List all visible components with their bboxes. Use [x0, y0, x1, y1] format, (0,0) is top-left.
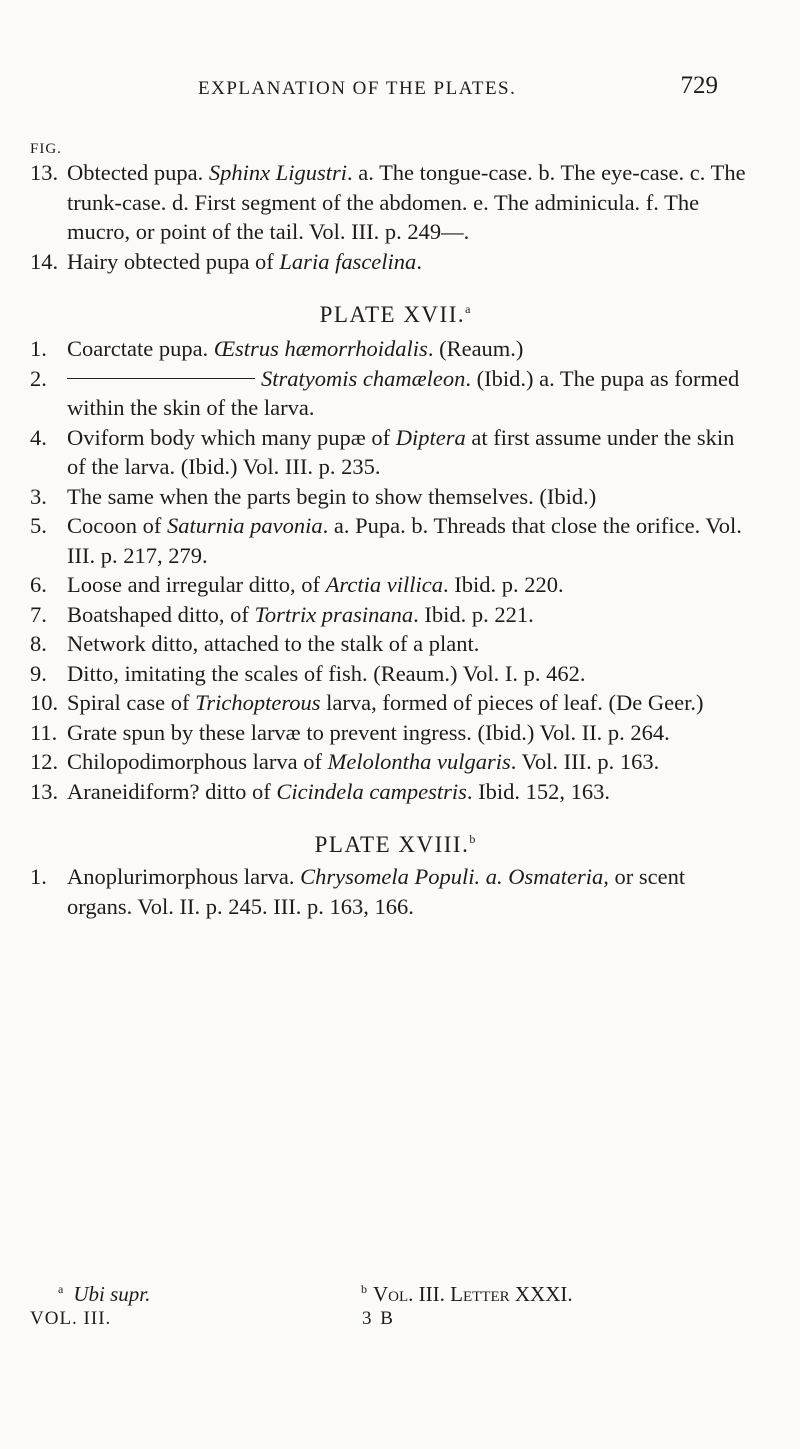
figure-number: 7.	[30, 601, 47, 627]
species-name: Arctia villica	[325, 572, 443, 597]
plate-18-heading	[30, 832, 750, 858]
plate-entry	[30, 747, 750, 777]
plate-18-title: PLATE XVIII.	[314, 832, 470, 857]
plate-entry	[30, 364, 750, 423]
header-title: EXPLANATION OF THE PLATES.	[198, 78, 517, 99]
entry-details: . a. The tongue-case. b. The eye-case. c. The trunk-case. d. First segment of the abdomen. e. The adminicula. f. The mucro, or point of the tail. Vol. III. p. 249—.	[67, 160, 746, 244]
figure-number: 14.	[30, 248, 59, 274]
running-header	[198, 72, 718, 100]
footnote-a-text: Ubi supr.	[73, 1282, 151, 1306]
plate-entry	[30, 629, 750, 659]
plate-16-continued	[30, 158, 750, 276]
species-name: Sphinx Ligustri	[208, 160, 347, 185]
entry-details: . Vol. III. p. 163.	[510, 749, 660, 774]
plate-17-note-mark: a	[465, 302, 471, 316]
species-name: Trichopterous	[195, 690, 321, 715]
plate-17-entries	[30, 334, 750, 806]
figure-number: 5.	[30, 513, 47, 538]
entry-description: Obtected pupa.	[67, 160, 209, 185]
plates-content	[30, 158, 750, 921]
plate-entry	[30, 862, 750, 921]
species-name: Diptera	[395, 424, 466, 450]
entry-details: .	[416, 248, 422, 274]
entry-details: . a. Pupa. b. Threads that close the orifice. Vol. III. p. 217, 279.	[67, 513, 742, 568]
footnote-a-mark: a	[58, 1282, 64, 1296]
figure-number: 9.	[30, 660, 47, 686]
figure-number: 12.	[30, 749, 59, 774]
plate-entry	[30, 482, 750, 512]
species-name: Tortrix prasinana	[254, 601, 414, 627]
entry-description: Network ditto, attached to the stalk of a plant.	[67, 631, 480, 656]
figure-number: 1.	[30, 864, 47, 889]
figure-number: 1.	[30, 336, 47, 361]
entry-description: Hairy obtected pupa of	[67, 248, 280, 274]
entry-description: The same when the parts begin to show themselves. (Ibid.)	[67, 483, 597, 509]
entry-details: larva, formed of pieces of leaf. (De Geer.)	[320, 690, 704, 715]
plate-18-note-mark: b	[469, 832, 476, 846]
entry-details: . (Reaum.)	[427, 336, 524, 361]
plate-17-title: PLATE XVII.	[319, 302, 466, 327]
species-name: Stratyomis chamæleon	[261, 365, 466, 391]
plate-entry	[30, 688, 750, 718]
figure-number: 2.	[30, 365, 47, 391]
plate-entry	[30, 247, 750, 277]
footnote-b-text: Vol. III. Letter XXXI.	[373, 1282, 573, 1306]
species-name: Laria fascelina	[279, 248, 417, 274]
plate-entry	[30, 158, 750, 247]
entry-description: Spiral case of	[67, 690, 196, 715]
plate-entry	[30, 777, 750, 807]
entry-description: Grate spun by these larvæ to prevent ingress. (Ibid.) Vol. II. p. 264.	[67, 719, 670, 745]
species-name: Cicindela campestris	[276, 778, 467, 804]
figure-number: 13.	[30, 778, 59, 804]
ditto-dash	[67, 378, 255, 379]
plate-entry	[30, 659, 750, 689]
entry-description: Ditto, imitating the scales of fish. (Reaum.) Vol. I. p. 462.	[67, 660, 586, 686]
entry-description: Boatshaped ditto, of	[67, 601, 255, 627]
figure-number: 13.	[30, 160, 59, 185]
entry-details: . Ibid. p. 221.	[413, 601, 534, 627]
entry-details: at first assume under the skin of the larva. (Ibid.) Vol. III. p. 235.	[67, 424, 735, 479]
plate-entry	[30, 600, 750, 630]
entry-description: Coarctate pupa.	[67, 336, 214, 361]
page-number: 729	[680, 72, 718, 99]
fig-label: FIG.	[30, 141, 62, 157]
plate-entry	[30, 570, 750, 600]
species-name: Melolontha vulgaris	[327, 749, 511, 774]
entry-description: Loose and irregular ditto, of	[67, 572, 326, 597]
footnote-b-mark: b	[361, 1282, 367, 1296]
entry-details: . Ibid. 152, 163.	[466, 778, 611, 804]
footnotes	[58, 1282, 758, 1310]
species-name: Saturnia pavonia	[167, 513, 323, 538]
volume-signature: VOL. III.	[30, 1308, 112, 1329]
entry-description: Chilopodimorphous larva of	[67, 749, 328, 774]
plate-entry	[30, 334, 750, 364]
figure-number: 3.	[30, 483, 47, 509]
entry-description: Anoplurimorphous larva.	[67, 864, 301, 889]
entry-details: . (Ibid.) a. The pupa as formed within the skin of the larva.	[67, 365, 740, 420]
figure-number: 6.	[30, 572, 47, 597]
entry-description: Cocoon of	[67, 513, 167, 538]
plate-entry	[30, 718, 750, 748]
footnote-a	[58, 1282, 150, 1307]
entry-details: or scent organs. Vol. II. p. 245. III. p. 163, 166.	[67, 864, 686, 919]
entry-details: . Ibid. p. 220.	[442, 572, 564, 597]
footnote-b	[361, 1282, 573, 1307]
plate-entry	[30, 423, 750, 482]
figure-number: 11.	[30, 719, 58, 745]
sheet-signature: 3 B	[362, 1308, 395, 1329]
figure-number: 10.	[30, 690, 59, 715]
entry-description: Araneidiform? ditto of	[67, 778, 277, 804]
entry-description: Oviform body which many pupæ of	[67, 424, 396, 450]
plate-18-entries	[30, 862, 750, 921]
figure-number: 4.	[30, 424, 47, 450]
figure-number: 8.	[30, 631, 47, 656]
plate-entry	[30, 511, 750, 570]
plate-17-heading	[30, 302, 750, 328]
species-name: Chrysomela Populi. a. Osmateria,	[300, 864, 609, 889]
species-name: Œstrus hæmorrhoidalis	[213, 336, 428, 361]
